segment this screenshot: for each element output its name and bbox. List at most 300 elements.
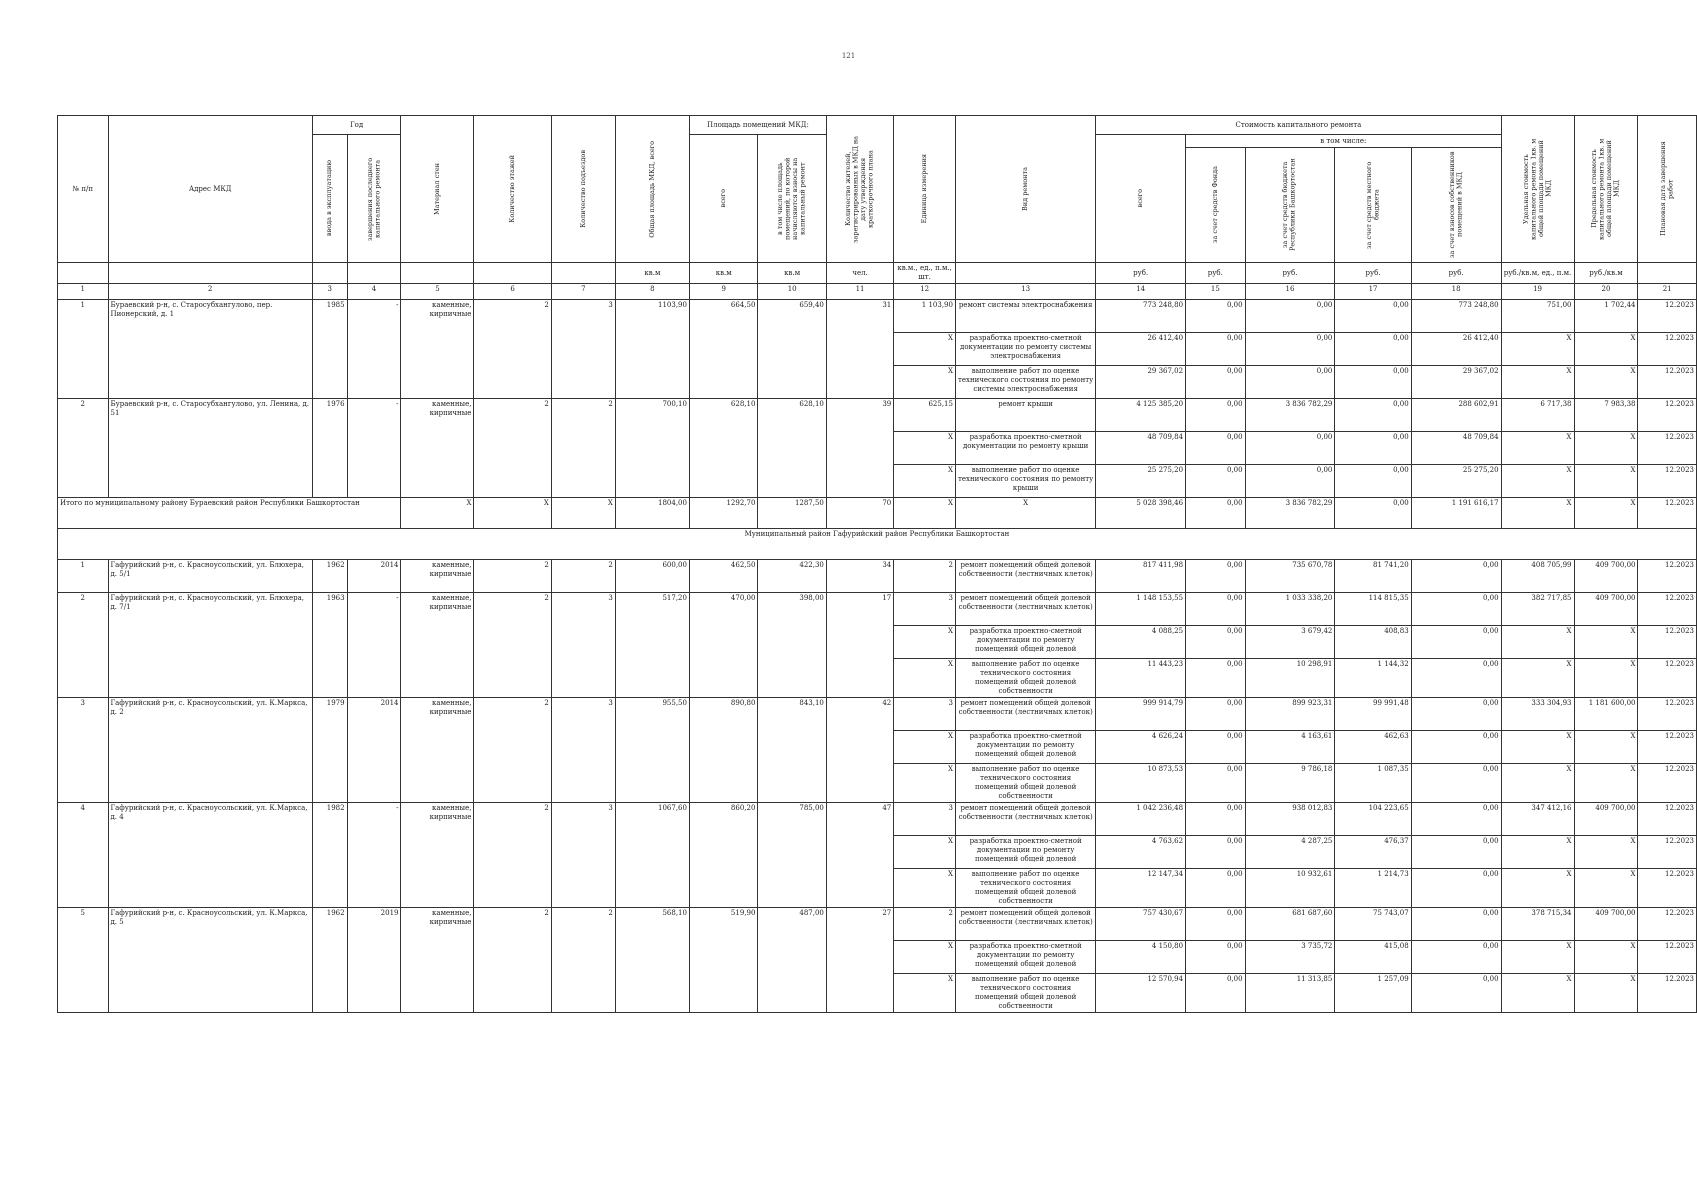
work-type-cell: выполнение работ по оценке технического состояния помещений общей долевой собственности bbox=[955, 764, 1095, 803]
cost-owners-cell: 773 248,80 bbox=[1411, 300, 1501, 333]
cost-owners-cell: 0,00 bbox=[1411, 908, 1501, 941]
column-number: 20 bbox=[1574, 284, 1638, 300]
header-cost-total: всего bbox=[1096, 135, 1186, 263]
cost-local-cell: 1 144,32 bbox=[1335, 659, 1411, 698]
work-type-cell: разработка проектно-сметной документации по ремонту помещений общей долевой bbox=[955, 731, 1095, 764]
unit-cell: кв.м bbox=[758, 263, 826, 284]
residents-cell: 70 bbox=[826, 498, 893, 529]
work-type-cell: ремонт помещений общей долевой собственности (лестничных клеток) bbox=[955, 593, 1095, 626]
cost-republic-cell: 4 287,25 bbox=[1245, 836, 1335, 869]
max-cost-cell: X bbox=[1574, 432, 1638, 465]
column-number: 6 bbox=[474, 284, 551, 300]
cost-republic-cell: 0,00 bbox=[1245, 300, 1335, 333]
cost-republic-cell: 681 687,60 bbox=[1245, 908, 1335, 941]
column-number: 2 bbox=[108, 284, 312, 300]
column-number: 18 bbox=[1411, 284, 1501, 300]
cost-total-cell: 10 873,53 bbox=[1096, 764, 1186, 803]
specific-cost-cell: 347 412,16 bbox=[1501, 803, 1574, 836]
year-repair-cell: 2014 bbox=[347, 698, 401, 803]
header-address: Адрес МКД bbox=[108, 116, 312, 263]
premises-repair-cell: 487,00 bbox=[758, 908, 826, 1013]
year-commission-cell: 1979 bbox=[312, 698, 347, 803]
unit-quantity-cell: X bbox=[894, 941, 956, 974]
year-repair-cell: - bbox=[347, 300, 401, 399]
planned-date-cell: 12.2023 bbox=[1638, 399, 1697, 432]
cost-republic-cell: 3 735,72 bbox=[1245, 941, 1335, 974]
cost-fund-cell: 0,00 bbox=[1186, 560, 1245, 593]
premises-repair-cell: 659,40 bbox=[758, 300, 826, 399]
column-number: 10 bbox=[758, 284, 826, 300]
premises-total-cell: 470,00 bbox=[689, 593, 757, 698]
residents-cell: 31 bbox=[826, 300, 893, 399]
cost-republic-cell: 11 313,85 bbox=[1245, 974, 1335, 1013]
wall-material-cell: каменные, кирпичные bbox=[401, 399, 474, 498]
cost-total-cell: 4 150,80 bbox=[1096, 941, 1186, 974]
planned-date-cell: 12.2023 bbox=[1638, 731, 1697, 764]
column-number: 3 bbox=[312, 284, 347, 300]
max-cost-cell: 7 983,38 bbox=[1574, 399, 1638, 432]
unit-quantity-cell: X bbox=[894, 869, 956, 908]
column-number: 9 bbox=[689, 284, 757, 300]
residents-cell: 47 bbox=[826, 803, 893, 908]
entrances-cell: 3 bbox=[551, 803, 615, 908]
total-area-cell: 1804,00 bbox=[615, 498, 689, 529]
entrances-cell: 3 bbox=[551, 698, 615, 803]
premises-total-cell: 1292,70 bbox=[689, 498, 757, 529]
header-year-commission: ввода в эксплуатацию bbox=[312, 135, 347, 263]
unit-cell: кв.м bbox=[615, 263, 689, 284]
cost-local-cell: 0,00 bbox=[1335, 399, 1411, 432]
total-row bbox=[58, 498, 1697, 529]
cost-republic-cell: 4 163,61 bbox=[1245, 731, 1335, 764]
header-planned-date: Плановая дата завершения работ bbox=[1638, 116, 1697, 263]
address-cell: Гафурийский р-н, с. Красноусольский, ул. Блюхера, д. 5/1 bbox=[108, 560, 312, 593]
header-floors: Количество этажей bbox=[474, 116, 551, 263]
cost-fund-cell: 0,00 bbox=[1186, 626, 1245, 659]
cost-owners-cell: 0,00 bbox=[1411, 764, 1501, 803]
total-area-cell: 568,10 bbox=[615, 908, 689, 1013]
max-cost-cell: X bbox=[1574, 659, 1638, 698]
planned-date-cell: 12.2023 bbox=[1638, 432, 1697, 465]
planned-date-cell: 12.2023 bbox=[1638, 498, 1697, 529]
max-cost-cell: X bbox=[1574, 498, 1638, 529]
planned-date-cell: 12.2023 bbox=[1638, 698, 1697, 731]
cost-owners-cell: 0,00 bbox=[1411, 698, 1501, 731]
row-number-cell: 2 bbox=[58, 593, 109, 698]
cost-total-cell: 773 248,80 bbox=[1096, 300, 1186, 333]
cost-total-cell: 4 088,25 bbox=[1096, 626, 1186, 659]
unit-quantity-cell: X bbox=[894, 432, 956, 465]
max-cost-cell: X bbox=[1574, 941, 1638, 974]
header-incl: в том числе: bbox=[1186, 135, 1501, 148]
planned-date-cell: 12.2023 bbox=[1638, 626, 1697, 659]
specific-cost-cell: X bbox=[1501, 432, 1574, 465]
entrances-cell: 3 bbox=[551, 300, 615, 399]
max-cost-cell: 409 700,00 bbox=[1574, 803, 1638, 836]
specific-cost-cell: X bbox=[1501, 869, 1574, 908]
cost-owners-cell: 0,00 bbox=[1411, 659, 1501, 698]
header-cost-republic: за счет средств бюджета Республики Башкортостан bbox=[1245, 148, 1335, 263]
residents-cell: 42 bbox=[826, 698, 893, 803]
header-premises-total: всего bbox=[689, 135, 757, 263]
table-row bbox=[58, 803, 1697, 836]
work-type-cell: разработка проектно-сметной документации по ремонту помещений общей долевой bbox=[955, 941, 1095, 974]
unit-cell: руб./кв.м, ед., п.м. bbox=[1501, 263, 1574, 284]
total-area-cell: 1103,90 bbox=[615, 300, 689, 399]
unit-cell: руб. bbox=[1411, 263, 1501, 284]
work-type-cell: выполнение работ по оценке технического состояния по ремонту системы электроснабжения bbox=[955, 366, 1095, 399]
wall-material-cell: каменные, кирпичные bbox=[401, 560, 474, 593]
unit-quantity-cell: X bbox=[894, 731, 956, 764]
table-row bbox=[58, 698, 1697, 731]
wall-material-cell: каменные, кирпичные bbox=[401, 698, 474, 803]
column-number: 21 bbox=[1638, 284, 1697, 300]
entrances-cell: 3 bbox=[551, 593, 615, 698]
cost-local-cell: 114 815,35 bbox=[1335, 593, 1411, 626]
table-row bbox=[58, 593, 1697, 626]
premises-total-cell: 519,90 bbox=[689, 908, 757, 1013]
work-type-cell: X bbox=[955, 498, 1095, 529]
header-year-group: Год bbox=[312, 116, 401, 135]
header-premises-repair: в том числе площадь помещений, по которой начисляются взносы на капитальный ремонт bbox=[758, 135, 826, 263]
unit-quantity-cell: X bbox=[894, 974, 956, 1013]
specific-cost-cell: X bbox=[1501, 626, 1574, 659]
unit-quantity-cell: 3 bbox=[894, 593, 956, 626]
cost-fund-cell: 0,00 bbox=[1186, 432, 1245, 465]
specific-cost-cell: 333 304,93 bbox=[1501, 698, 1574, 731]
table-row bbox=[58, 399, 1697, 432]
cost-republic-cell: 10 298,91 bbox=[1245, 659, 1335, 698]
cost-fund-cell: 0,00 bbox=[1186, 731, 1245, 764]
floors-cell: 2 bbox=[474, 803, 551, 908]
specific-cost-cell: 382 717,85 bbox=[1501, 593, 1574, 626]
unit-cell: руб. bbox=[1335, 263, 1411, 284]
unit-cell: кв.м bbox=[689, 263, 757, 284]
cost-owners-cell: 0,00 bbox=[1411, 560, 1501, 593]
cost-total-cell: 48 709,84 bbox=[1096, 432, 1186, 465]
unit-cell: руб./кв.м bbox=[1574, 263, 1638, 284]
unit-quantity-cell: 2 bbox=[894, 560, 956, 593]
year-commission-cell: 1985 bbox=[312, 300, 347, 399]
max-cost-cell: X bbox=[1574, 465, 1638, 498]
cost-total-cell: 26 412,40 bbox=[1096, 333, 1186, 366]
year-repair-cell: - bbox=[347, 399, 401, 498]
year-repair-cell: 2019 bbox=[347, 908, 401, 1013]
cost-republic-cell: 1 033 338,20 bbox=[1245, 593, 1335, 626]
unit-cell bbox=[401, 263, 474, 284]
table-body bbox=[58, 284, 1697, 1013]
repair-plan-table bbox=[57, 115, 1697, 1013]
planned-date-cell: 12.2023 bbox=[1638, 836, 1697, 869]
work-type-cell: ремонт системы электроснабжения bbox=[955, 300, 1095, 333]
header-unit-measure: Единица измерения bbox=[894, 116, 956, 263]
year-commission-cell: 1963 bbox=[312, 593, 347, 698]
premises-repair-cell: 422,30 bbox=[758, 560, 826, 593]
wall-material-cell: каменные, кирпичные bbox=[401, 803, 474, 908]
header-cost-fund: за счет средств Фонда bbox=[1186, 148, 1245, 263]
cost-fund-cell: 0,00 bbox=[1186, 399, 1245, 432]
cost-total-cell: 5 028 398,46 bbox=[1096, 498, 1186, 529]
cost-local-cell: 462,63 bbox=[1335, 731, 1411, 764]
cost-total-cell: 1 148 153,55 bbox=[1096, 593, 1186, 626]
header-cost-local: за счет средств местного бюджета bbox=[1335, 148, 1411, 263]
work-type-cell: выполнение работ по оценке технического состояния помещений общей долевой собственности bbox=[955, 869, 1095, 908]
column-number: 19 bbox=[1501, 284, 1574, 300]
cost-total-cell: 817 411,98 bbox=[1096, 560, 1186, 593]
cost-owners-cell: 29 367,02 bbox=[1411, 366, 1501, 399]
year-repair-cell: - bbox=[347, 593, 401, 698]
row-number-cell: 3 bbox=[58, 698, 109, 803]
max-cost-cell: 409 700,00 bbox=[1574, 560, 1638, 593]
unit-quantity-cell: X bbox=[894, 465, 956, 498]
cost-republic-cell: 735 670,78 bbox=[1245, 560, 1335, 593]
table-row bbox=[58, 560, 1697, 593]
planned-date-cell: 12.2023 bbox=[1638, 560, 1697, 593]
cost-local-cell: 0,00 bbox=[1335, 366, 1411, 399]
total-area-cell: 600,00 bbox=[615, 560, 689, 593]
header-wall-material: Материал стен bbox=[401, 116, 474, 263]
unit-quantity-cell: X bbox=[894, 333, 956, 366]
specific-cost-cell: X bbox=[1501, 974, 1574, 1013]
premises-total-cell: 860,20 bbox=[689, 803, 757, 908]
cost-republic-cell: 3 836 782,29 bbox=[1245, 498, 1335, 529]
cost-owners-cell: 25 275,20 bbox=[1411, 465, 1501, 498]
header-entrances: Количество подъездов bbox=[551, 116, 615, 263]
floors-cell: 2 bbox=[474, 300, 551, 399]
header-residents: Количество жителей, зарегистрированных в МКД на дату утверждения краткосрочного плана bbox=[826, 116, 893, 263]
specific-cost-cell: X bbox=[1501, 941, 1574, 974]
cost-owners-cell: 288 602,91 bbox=[1411, 399, 1501, 432]
page-number: 121 bbox=[841, 52, 856, 60]
cost-local-cell: 0,00 bbox=[1335, 333, 1411, 366]
planned-date-cell: 12.2023 bbox=[1638, 659, 1697, 698]
cost-local-cell: 415,08 bbox=[1335, 941, 1411, 974]
unit-cell bbox=[312, 263, 347, 284]
residents-cell: 27 bbox=[826, 908, 893, 1013]
entrances-cell: 2 bbox=[551, 560, 615, 593]
residents-cell: 34 bbox=[826, 560, 893, 593]
row-number-cell: 5 bbox=[58, 908, 109, 1013]
cost-total-cell: 29 367,02 bbox=[1096, 366, 1186, 399]
cost-owners-cell: 0,00 bbox=[1411, 626, 1501, 659]
cost-fund-cell: 0,00 bbox=[1186, 366, 1245, 399]
header-max-cost: Предельная стоимость капитального ремонта 1кв. м общей площади помещений МКД bbox=[1574, 116, 1638, 263]
cost-owners-cell: 0,00 bbox=[1411, 974, 1501, 1013]
entrances-cell: 2 bbox=[551, 399, 615, 498]
column-number: 8 bbox=[615, 284, 689, 300]
max-cost-cell: X bbox=[1574, 836, 1638, 869]
specific-cost-cell: X bbox=[1501, 465, 1574, 498]
unit-cell bbox=[1638, 263, 1697, 284]
unit-quantity-cell: 2 bbox=[894, 908, 956, 941]
total-area-cell: 517,20 bbox=[615, 593, 689, 698]
units-row bbox=[58, 263, 1697, 284]
district-heading-row bbox=[58, 529, 1697, 560]
max-cost-cell: 409 700,00 bbox=[1574, 908, 1638, 941]
cost-fund-cell: 0,00 bbox=[1186, 698, 1245, 731]
premises-repair-cell: 628,10 bbox=[758, 399, 826, 498]
cost-republic-cell: 0,00 bbox=[1245, 366, 1335, 399]
unit-cell bbox=[955, 263, 1095, 284]
specific-cost-cell: X bbox=[1501, 764, 1574, 803]
planned-date-cell: 12.2023 bbox=[1638, 593, 1697, 626]
specific-cost-cell: X bbox=[1501, 333, 1574, 366]
planned-date-cell: 12.2023 bbox=[1638, 764, 1697, 803]
cost-fund-cell: 0,00 bbox=[1186, 465, 1245, 498]
wall-material-cell: каменные, кирпичные bbox=[401, 593, 474, 698]
specific-cost-cell: 751,00 bbox=[1501, 300, 1574, 333]
year-commission-cell: 1962 bbox=[312, 908, 347, 1013]
row-number-cell: 2 bbox=[58, 399, 109, 498]
unit-cell bbox=[108, 263, 312, 284]
unit-cell bbox=[474, 263, 551, 284]
unit-quantity-cell: 625,15 bbox=[894, 399, 956, 432]
specific-cost-cell: 378 715,34 bbox=[1501, 908, 1574, 941]
total-area-cell: 955,50 bbox=[615, 698, 689, 803]
cost-republic-cell: 0,00 bbox=[1245, 465, 1335, 498]
row-number-cell: 4 bbox=[58, 803, 109, 908]
total-area-cell: 700,10 bbox=[615, 399, 689, 498]
max-cost-cell: 1 702,44 bbox=[1574, 300, 1638, 333]
max-cost-cell: 409 700,00 bbox=[1574, 593, 1638, 626]
unit-quantity-cell: X bbox=[894, 366, 956, 399]
header-year-last-repair: завершения последнего капитального ремонта bbox=[347, 135, 401, 263]
cost-owners-cell: 26 412,40 bbox=[1411, 333, 1501, 366]
residents-cell: 39 bbox=[826, 399, 893, 498]
cost-republic-cell: 3 679,42 bbox=[1245, 626, 1335, 659]
unit-cell: кв.м., ед., п.м., шт. bbox=[894, 263, 956, 284]
planned-date-cell: 12.2023 bbox=[1638, 908, 1697, 941]
work-type-cell: разработка проектно-сметной документации по ремонту системы электроснабжения bbox=[955, 333, 1095, 366]
cost-fund-cell: 0,00 bbox=[1186, 836, 1245, 869]
address-cell: Бураевский р-н, с. Старосубхангулово, пер. Пионерский, д. 1 bbox=[108, 300, 312, 399]
floors-cell: 2 bbox=[474, 698, 551, 803]
column-number: 1 bbox=[58, 284, 109, 300]
work-type-cell: разработка проектно-сметной документации по ремонту помещений общей долевой bbox=[955, 626, 1095, 659]
table-header bbox=[58, 116, 1697, 284]
max-cost-cell: X bbox=[1574, 764, 1638, 803]
unit-cell: руб. bbox=[1245, 263, 1335, 284]
floors-cell: 2 bbox=[474, 908, 551, 1013]
cost-local-cell: 75 743,07 bbox=[1335, 908, 1411, 941]
work-type-cell: выполнение работ по оценке технического состояния помещений общей долевой собственности bbox=[955, 659, 1095, 698]
column-number: 11 bbox=[826, 284, 893, 300]
cost-fund-cell: 0,00 bbox=[1186, 941, 1245, 974]
cost-owners-cell: 0,00 bbox=[1411, 941, 1501, 974]
cost-republic-cell: 9 786,18 bbox=[1245, 764, 1335, 803]
year-repair-cell: - bbox=[347, 803, 401, 908]
premises-repair-cell: 785,00 bbox=[758, 803, 826, 908]
work-type-cell: выполнение работ по оценке технического состояния по ремонту крыши bbox=[955, 465, 1095, 498]
column-number: 5 bbox=[401, 284, 474, 300]
cost-local-cell: 0,00 bbox=[1335, 465, 1411, 498]
year-commission-cell: 1982 bbox=[312, 803, 347, 908]
floors-cell: 2 bbox=[474, 399, 551, 498]
cost-owners-cell: 0,00 bbox=[1411, 869, 1501, 908]
max-cost-cell: X bbox=[1574, 333, 1638, 366]
cost-owners-cell: 48 709,84 bbox=[1411, 432, 1501, 465]
floors-cell: X bbox=[474, 498, 551, 529]
unit-quantity-cell: X bbox=[894, 764, 956, 803]
work-type-cell: ремонт помещений общей долевой собственности (лестничных клеток) bbox=[955, 908, 1095, 941]
specific-cost-cell: X bbox=[1501, 366, 1574, 399]
max-cost-cell: X bbox=[1574, 869, 1638, 908]
column-number: 13 bbox=[955, 284, 1095, 300]
cost-republic-cell: 0,00 bbox=[1245, 333, 1335, 366]
unit-quantity-cell: X bbox=[894, 659, 956, 698]
planned-date-cell: 12.2023 bbox=[1638, 366, 1697, 399]
header-premises-area-group: Площадь помещений МКД: bbox=[689, 116, 826, 135]
cost-local-cell: 476,37 bbox=[1335, 836, 1411, 869]
total-area-cell: 1067,60 bbox=[615, 803, 689, 908]
cost-republic-cell: 899 923,31 bbox=[1245, 698, 1335, 731]
cost-fund-cell: 0,00 bbox=[1186, 869, 1245, 908]
cost-total-cell: 25 275,20 bbox=[1096, 465, 1186, 498]
cost-local-cell: 1 257,09 bbox=[1335, 974, 1411, 1013]
table-row bbox=[58, 908, 1697, 941]
header-total-area: Общая площадь МКД, всего bbox=[615, 116, 689, 263]
unit-quantity-cell: X bbox=[894, 626, 956, 659]
premises-total-cell: 628,10 bbox=[689, 399, 757, 498]
max-cost-cell: X bbox=[1574, 974, 1638, 1013]
specific-cost-cell: X bbox=[1501, 498, 1574, 529]
table-row bbox=[58, 300, 1697, 333]
cost-owners-cell: 0,00 bbox=[1411, 836, 1501, 869]
cost-fund-cell: 0,00 bbox=[1186, 593, 1245, 626]
cost-total-cell: 999 914,79 bbox=[1096, 698, 1186, 731]
unit-cell: руб. bbox=[1186, 263, 1245, 284]
cost-fund-cell: 0,00 bbox=[1186, 498, 1245, 529]
cost-local-cell: 1 087,35 bbox=[1335, 764, 1411, 803]
cost-republic-cell: 0,00 bbox=[1245, 432, 1335, 465]
cost-fund-cell: 0,00 bbox=[1186, 333, 1245, 366]
column-number: 4 bbox=[347, 284, 401, 300]
cost-fund-cell: 0,00 bbox=[1186, 803, 1245, 836]
row-number-cell: 1 bbox=[58, 560, 109, 593]
work-type-cell: ремонт помещений общей долевой собственности (лестничных клеток) bbox=[955, 560, 1095, 593]
unit-cell bbox=[58, 263, 109, 284]
wall-material-cell: каменные, кирпичные bbox=[401, 908, 474, 1013]
column-number: 16 bbox=[1245, 284, 1335, 300]
cost-fund-cell: 0,00 bbox=[1186, 974, 1245, 1013]
entrances-cell: 2 bbox=[551, 908, 615, 1013]
cost-local-cell: 1 214,73 bbox=[1335, 869, 1411, 908]
premises-total-cell: 462,50 bbox=[689, 560, 757, 593]
cost-total-cell: 4 125 385,20 bbox=[1096, 399, 1186, 432]
cost-total-cell: 11 443,23 bbox=[1096, 659, 1186, 698]
cost-total-cell: 4 763,62 bbox=[1096, 836, 1186, 869]
premises-repair-cell: 1287,50 bbox=[758, 498, 826, 529]
header-cost-owners: за счет взносов собственников помещений в МКД bbox=[1411, 148, 1501, 263]
address-cell: Гафурийский р-н, с. Красноусольский, ул. К.Маркса, д. 4 bbox=[108, 803, 312, 908]
year-commission-cell: 1962 bbox=[312, 560, 347, 593]
max-cost-cell: X bbox=[1574, 731, 1638, 764]
unit-cell: руб. bbox=[1096, 263, 1186, 284]
premises-repair-cell: 398,00 bbox=[758, 593, 826, 698]
cost-local-cell: 408,83 bbox=[1335, 626, 1411, 659]
unit-quantity-cell: 1 103,90 bbox=[894, 300, 956, 333]
cost-total-cell: 12 147,34 bbox=[1096, 869, 1186, 908]
unit-quantity-cell: X bbox=[894, 498, 956, 529]
column-number: 7 bbox=[551, 284, 615, 300]
specific-cost-cell: X bbox=[1501, 659, 1574, 698]
premises-repair-cell: 843,10 bbox=[758, 698, 826, 803]
cost-total-cell: 757 430,67 bbox=[1096, 908, 1186, 941]
address-cell: Гафурийский р-н, с. Красноусольский, ул. К.Маркса, д. 2 bbox=[108, 698, 312, 803]
residents-cell: 17 bbox=[826, 593, 893, 698]
unit-cell bbox=[347, 263, 401, 284]
specific-cost-cell: X bbox=[1501, 836, 1574, 869]
